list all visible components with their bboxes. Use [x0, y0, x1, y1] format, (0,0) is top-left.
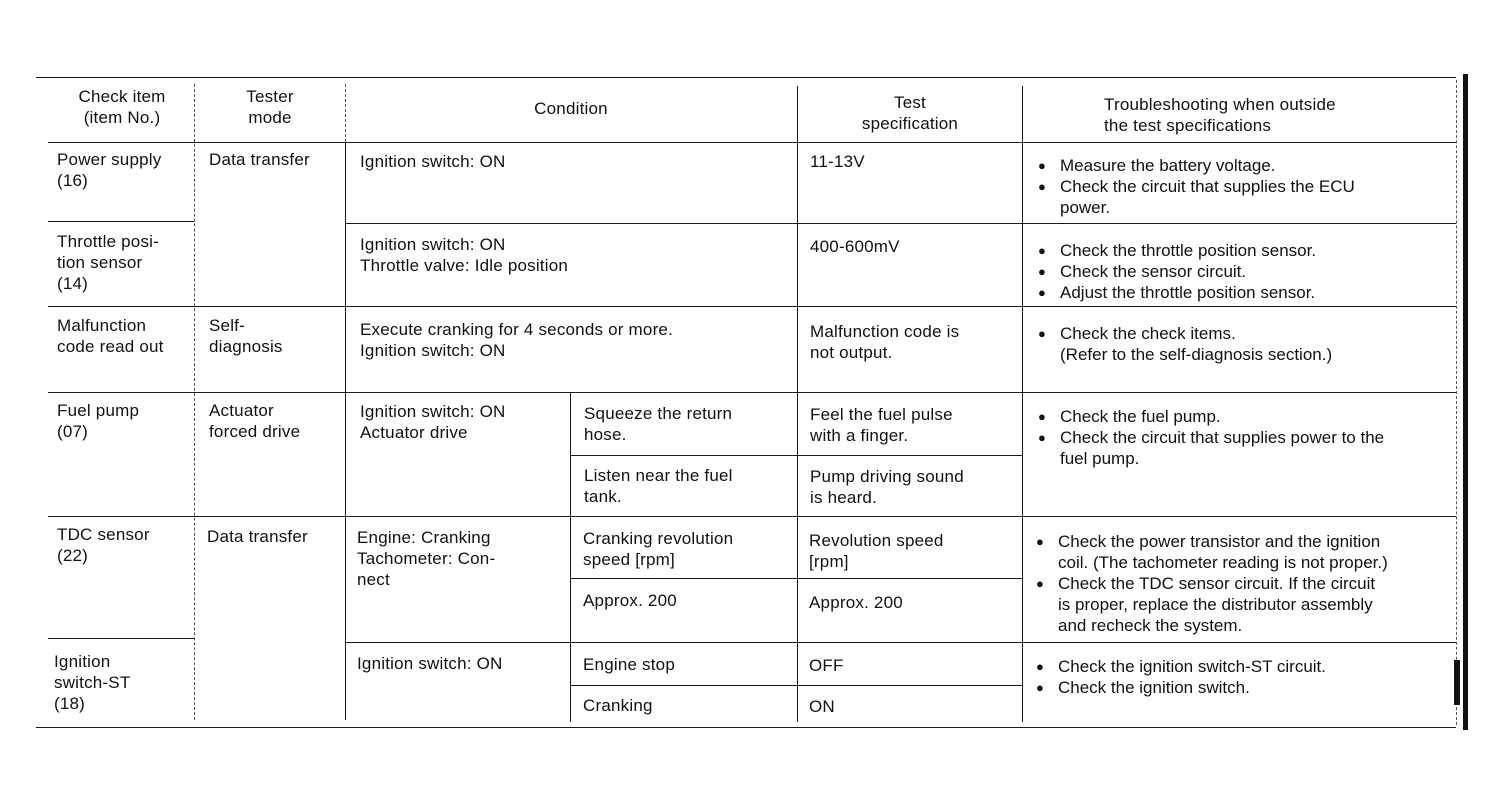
subcondition-engine-stop: Engine stop [583, 655, 675, 674]
item-fuel-pump: Fuel pump (07) [57, 401, 140, 441]
note-self-diagnosis: (Refer to the self-diagnosis section.) [1060, 345, 1333, 364]
row-divider [345, 642, 1456, 643]
list-item: ● Check the sensor circuit. [1038, 261, 1316, 282]
table-top-border [36, 77, 1456, 78]
column-divider [1022, 86, 1023, 722]
spec-fuel-pulse: Feel the fuel pulse with a finger. [810, 405, 953, 445]
header-divider [48, 142, 1456, 143]
troubleshooting-tdc [1036, 531, 1388, 636]
spec-pump-sound: Pump driving sound is heard. [810, 467, 964, 507]
list-item: ● Check the ignition switch-ST circuit. [1036, 656, 1326, 677]
item-throttle-position-sensor: Throttle posi- tion sensor (14) [57, 232, 160, 293]
header-condition: Condition [534, 99, 608, 118]
column-divider [570, 392, 571, 722]
mode-actuator-forced-drive: Actuator forced drive [209, 401, 301, 441]
spec-on: ON [809, 697, 835, 716]
mode-data-transfer: Data transfer [209, 150, 310, 169]
spec-revolution-speed: Revolution speed [rpm] [809, 531, 944, 571]
condition-tdc: Engine: Cranking Tachometer: Con- nect [357, 528, 496, 589]
list-item: ● Measure the battery voltage. [1038, 155, 1355, 176]
row-divider [48, 392, 1456, 393]
subrow-divider [570, 455, 1022, 456]
row-divider [48, 516, 1456, 517]
page-edge-line [1456, 80, 1457, 725]
condition-malfunction: Execute cranking for 4 seconds or more. Ignition switch: ON [360, 320, 674, 360]
list-item: ● Check the circuit that supplies power to the fuel pump. [1038, 427, 1384, 469]
list-item: ● Check the circuit that supplies the ECU power. [1038, 176, 1355, 218]
list-item: ● Check the TDC sensor circuit. If the circuit is proper, replace the distributor assembly and recheck the system. [1036, 573, 1388, 636]
troubleshooting-throttle [1038, 240, 1316, 303]
subcondition-squeeze-hose: Squeeze the return hose. [584, 404, 733, 444]
troubleshooting-malfunction [1038, 323, 1236, 344]
troubleshooting-power-supply [1038, 155, 1355, 218]
header-troubleshooting: Troubleshooting when outside the test specifications [1104, 95, 1336, 135]
column-divider [345, 142, 346, 720]
subrow-divider [570, 578, 1022, 579]
row-divider [345, 223, 1456, 224]
column-divider [194, 84, 195, 720]
spec-approx: Approx. 200 [809, 593, 903, 612]
list-item: ● Check the fuel pump. [1038, 406, 1384, 427]
subrow-divider [570, 685, 1022, 686]
item-tdc-sensor: TDC sensor (22) [57, 525, 150, 565]
troubleshooting-fuel-pump [1038, 406, 1384, 469]
subcondition-listen-tank: Listen near the fuel tank. [584, 466, 733, 506]
mode-data-transfer-tdc: Data transfer [207, 527, 308, 546]
spec-throttle: 400-600mV [810, 237, 900, 256]
list-item: ● Check the throttle position sensor. [1038, 240, 1316, 261]
list-item: ● Check the check items. [1038, 323, 1236, 344]
item-power-supply: Power supply (16) [57, 150, 162, 190]
spec-power-supply: 11-13V [810, 152, 865, 171]
item-malfunction-code: Malfunction code read out [57, 316, 164, 356]
condition-throttle: Ignition switch: ON Throttle valve: Idle position [360, 235, 569, 275]
mode-self-diagnosis: Self- diagnosis [209, 316, 283, 356]
list-item: ● Check the ignition switch. [1036, 677, 1326, 698]
condition-ignition: Ignition switch: ON [357, 654, 503, 673]
header-test-specification: Test specification [861, 93, 959, 133]
column-divider [345, 84, 346, 142]
row-divider [48, 306, 1456, 307]
list-item: ● Check the power transistor and the ignition coil. (The tachometer reading is not proper.) [1036, 531, 1388, 573]
page-edge-bar [1463, 74, 1468, 730]
column-divider [797, 86, 798, 722]
subcondition-cranking-speed: Cranking revolution speed [rpm] [583, 529, 734, 569]
header-tester-mode: Tester mode [246, 87, 294, 127]
table-bottom-border [36, 727, 1456, 728]
page-edge-mark [1454, 660, 1460, 705]
subcondition-cranking: Cranking [583, 696, 653, 715]
row-divider [48, 221, 194, 222]
condition-power-supply: Ignition switch: ON [360, 152, 506, 171]
subcondition-approx: Approx. 200 [583, 591, 677, 610]
row-divider [48, 638, 194, 639]
troubleshooting-ignition [1036, 656, 1326, 698]
spec-off: OFF [809, 656, 844, 675]
item-ignition-switch-st: Ignition switch-ST (18) [54, 652, 131, 713]
condition-fuel-pump: Ignition switch: ON Actuator drive [360, 402, 506, 442]
spec-malfunction: Malfunction code is not output. [810, 322, 960, 362]
header-check-item: Check item (item No.) [78, 87, 166, 127]
list-item: ● Adjust the throttle position sensor. [1038, 282, 1316, 303]
